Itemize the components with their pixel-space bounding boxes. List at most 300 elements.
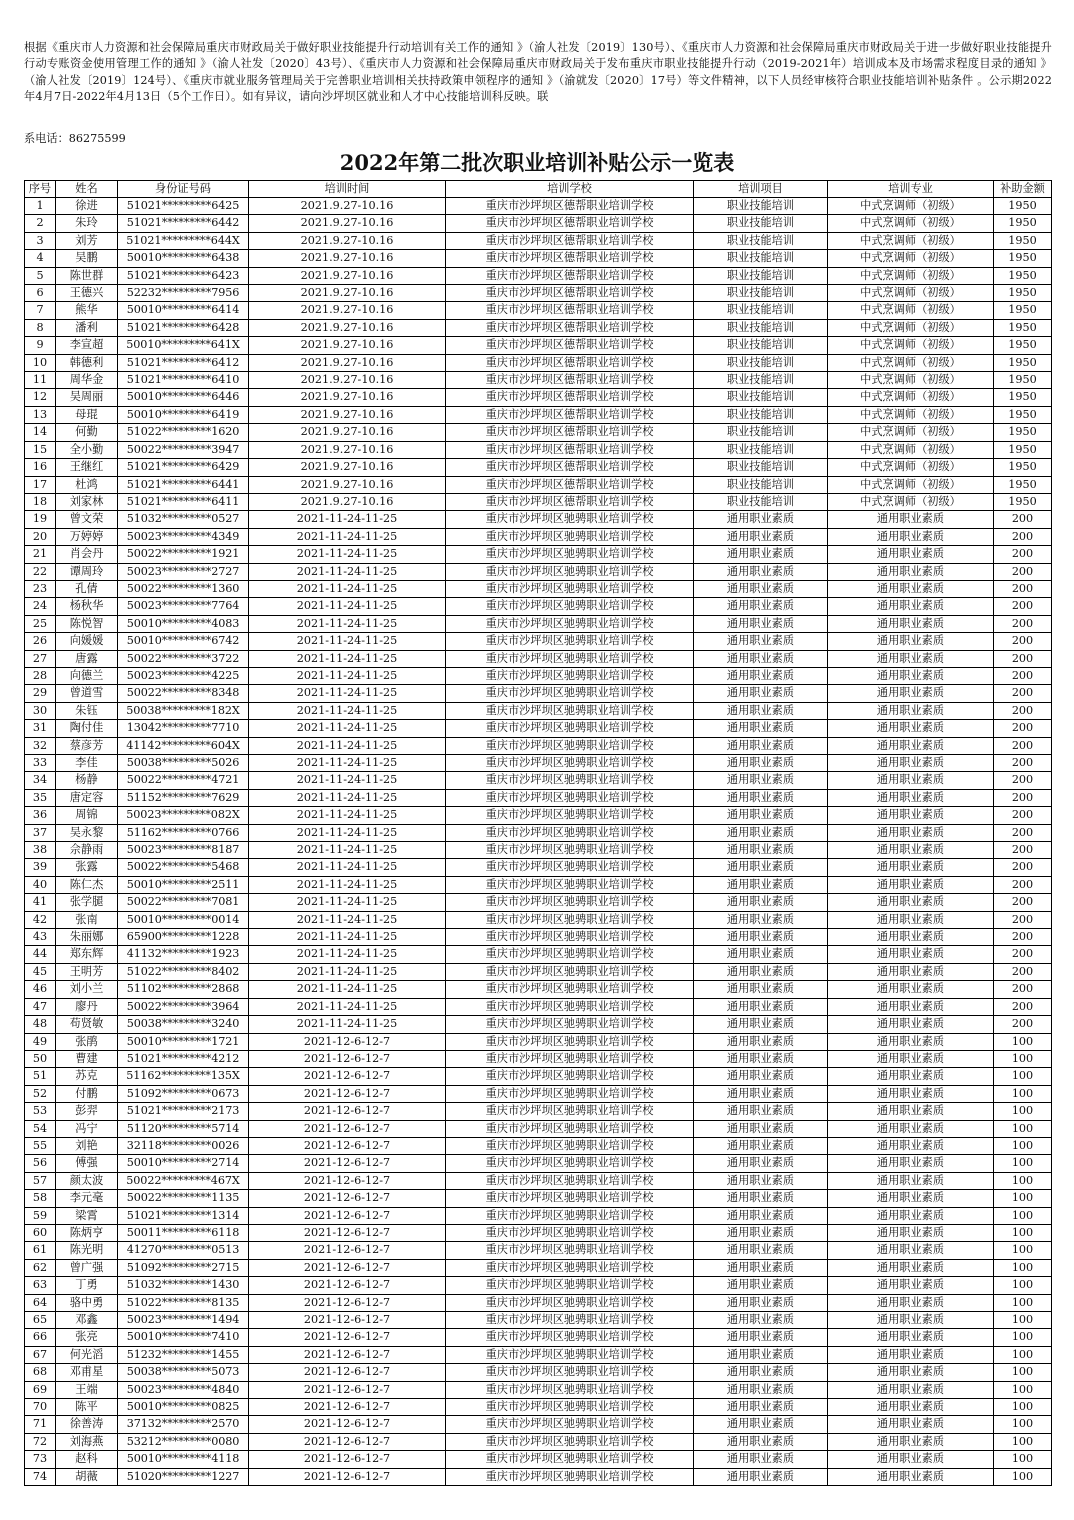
cell-name: 张鹃 xyxy=(56,1033,118,1050)
cell-training-school: 重庆市沙坪坝区驰骋职业培训学校 xyxy=(446,929,694,946)
cell-index: 3 xyxy=(25,232,56,249)
cell-index: 21 xyxy=(25,546,56,563)
cell-subsidy-amount: 100 xyxy=(994,1033,1052,1050)
cell-training-program: 职业技能培训 xyxy=(694,441,828,458)
cell-training-program: 通用职业素质 xyxy=(694,1364,828,1381)
cell-training-program: 通用职业素质 xyxy=(694,1294,828,1311)
header-training-program: 培训项目 xyxy=(694,181,828,198)
cell-id-number: 50010*********6742 xyxy=(118,633,249,650)
cell-id-number: 50022*********1135 xyxy=(118,1190,249,1207)
cell-subsidy-amount: 1950 xyxy=(994,198,1052,215)
cell-name: 蔡彦芳 xyxy=(56,737,118,754)
cell-training-specialty: 中式烹调师（初级） xyxy=(828,406,994,423)
cell-name: 郑东辉 xyxy=(56,946,118,963)
cell-training-specialty: 通用职业素质 xyxy=(828,946,994,963)
cell-training-program: 职业技能培训 xyxy=(694,476,828,493)
table-row xyxy=(25,250,1052,267)
cell-id-number: 41142*********604X xyxy=(118,737,249,754)
cell-id-number: 51021*********6441 xyxy=(118,476,249,493)
cell-id-number: 50023*********4349 xyxy=(118,528,249,545)
table-row xyxy=(25,981,1052,998)
cell-id-number: 50023*********082X xyxy=(118,807,249,824)
cell-training-school: 重庆市沙坪坝区驰骋职业培训学校 xyxy=(446,1294,694,1311)
cell-name: 王端 xyxy=(56,1381,118,1398)
cell-name: 陶付佳 xyxy=(56,720,118,737)
cell-subsidy-amount: 200 xyxy=(994,528,1052,545)
table-row xyxy=(25,232,1052,249)
cell-name: 万婷婷 xyxy=(56,528,118,545)
table-row xyxy=(25,1224,1052,1241)
cell-training-specialty: 通用职业素质 xyxy=(828,1172,994,1189)
table-row xyxy=(25,894,1052,911)
table-row xyxy=(25,842,1052,859)
cell-name: 佘静雨 xyxy=(56,842,118,859)
cell-training-specialty: 通用职业素质 xyxy=(828,1155,994,1172)
cell-training-school: 重庆市沙坪坝区驰骋职业培训学校 xyxy=(446,528,694,545)
table-row xyxy=(25,215,1052,232)
cell-training-period: 2021-11-24-11-25 xyxy=(249,894,446,911)
cell-training-specialty: 通用职业素质 xyxy=(828,981,994,998)
cell-index: 71 xyxy=(25,1416,56,1433)
cell-training-period: 2021-11-24-11-25 xyxy=(249,580,446,597)
cell-name: 刘家林 xyxy=(56,493,118,510)
table-row xyxy=(25,615,1052,632)
cell-training-program: 通用职业素质 xyxy=(694,1050,828,1067)
cell-training-school: 重庆市沙坪坝区驰骋职业培训学校 xyxy=(446,1050,694,1067)
cell-index: 4 xyxy=(25,250,56,267)
table-row xyxy=(25,1399,1052,1416)
cell-name: 王继红 xyxy=(56,459,118,476)
cell-training-program: 职业技能培训 xyxy=(694,198,828,215)
cell-id-number: 50022*********3964 xyxy=(118,998,249,1015)
contact-line: 系电话：86275599 xyxy=(24,132,126,145)
cell-subsidy-amount: 200 xyxy=(994,546,1052,563)
cell-id-number: 41132*********1923 xyxy=(118,946,249,963)
cell-training-school: 重庆市沙坪坝区驰骋职业培训学校 xyxy=(446,824,694,841)
table-row xyxy=(25,929,1052,946)
cell-training-specialty: 通用职业素质 xyxy=(828,859,994,876)
cell-index: 20 xyxy=(25,528,56,545)
table-row xyxy=(25,1381,1052,1398)
cell-subsidy-amount: 200 xyxy=(994,859,1052,876)
table-row xyxy=(25,337,1052,354)
table-row xyxy=(25,476,1052,493)
cell-subsidy-amount: 1950 xyxy=(994,389,1052,406)
cell-index: 6 xyxy=(25,285,56,302)
cell-id-number: 50023*********4225 xyxy=(118,667,249,684)
cell-subsidy-amount: 100 xyxy=(994,1277,1052,1294)
cell-training-school: 重庆市沙坪坝区驰骋职业培训学校 xyxy=(446,1346,694,1363)
cell-subsidy-amount: 200 xyxy=(994,667,1052,684)
cell-id-number: 51021*********6410 xyxy=(118,372,249,389)
cell-id-number: 51021*********1314 xyxy=(118,1207,249,1224)
cell-training-school: 重庆市沙坪坝区德帮职业培训学校 xyxy=(446,354,694,371)
cell-training-specialty: 通用职业素质 xyxy=(828,963,994,980)
cell-subsidy-amount: 1950 xyxy=(994,354,1052,371)
cell-training-program: 通用职业素质 xyxy=(694,1172,828,1189)
cell-subsidy-amount: 100 xyxy=(994,1294,1052,1311)
cell-index: 7 xyxy=(25,302,56,319)
table-row xyxy=(25,1207,1052,1224)
cell-name: 付鹏 xyxy=(56,1085,118,1102)
cell-training-program: 通用职业素质 xyxy=(694,946,828,963)
cell-subsidy-amount: 200 xyxy=(994,755,1052,772)
table-row xyxy=(25,998,1052,1015)
cell-subsidy-amount: 100 xyxy=(994,1346,1052,1363)
cell-training-school: 重庆市沙坪坝区驰骋职业培训学校 xyxy=(446,755,694,772)
cell-subsidy-amount: 100 xyxy=(994,1416,1052,1433)
cell-training-school: 重庆市沙坪坝区驰骋职业培训学校 xyxy=(446,1068,694,1085)
cell-id-number: 50023*********4840 xyxy=(118,1381,249,1398)
cell-training-school: 重庆市沙坪坝区德帮职业培训学校 xyxy=(446,337,694,354)
cell-subsidy-amount: 200 xyxy=(994,807,1052,824)
cell-training-period: 2021-12-6-12-7 xyxy=(249,1068,446,1085)
table-row xyxy=(25,424,1052,441)
cell-index: 8 xyxy=(25,319,56,336)
cell-name: 杨秋华 xyxy=(56,598,118,615)
cell-subsidy-amount: 100 xyxy=(994,1242,1052,1259)
cell-training-program: 通用职业素质 xyxy=(694,598,828,615)
cell-index: 48 xyxy=(25,1016,56,1033)
table-row xyxy=(25,1416,1052,1433)
cell-training-period: 2021-12-6-12-7 xyxy=(249,1190,446,1207)
cell-name: 曾广强 xyxy=(56,1259,118,1276)
cell-id-number: 51162*********135X xyxy=(118,1068,249,1085)
table-body xyxy=(25,198,1052,1486)
table-row xyxy=(25,667,1052,684)
cell-index: 44 xyxy=(25,946,56,963)
cell-index: 67 xyxy=(25,1346,56,1363)
cell-training-program: 职业技能培训 xyxy=(694,215,828,232)
cell-training-program: 通用职业素质 xyxy=(694,772,828,789)
cell-training-program: 职业技能培训 xyxy=(694,337,828,354)
cell-training-period: 2021.9.27-10.16 xyxy=(249,476,446,493)
cell-index: 53 xyxy=(25,1103,56,1120)
cell-training-program: 通用职业素质 xyxy=(694,580,828,597)
cell-index: 37 xyxy=(25,824,56,841)
cell-training-school: 重庆市沙坪坝区驰骋职业培训学校 xyxy=(446,1277,694,1294)
cell-index: 73 xyxy=(25,1451,56,1468)
cell-subsidy-amount: 200 xyxy=(994,615,1052,632)
cell-training-period: 2021-12-6-12-7 xyxy=(249,1224,446,1241)
cell-index: 22 xyxy=(25,563,56,580)
table-row xyxy=(25,441,1052,458)
cell-training-period: 2021.9.27-10.16 xyxy=(249,337,446,354)
cell-name: 丁勇 xyxy=(56,1277,118,1294)
cell-training-program: 通用职业素质 xyxy=(694,546,828,563)
cell-subsidy-amount: 1950 xyxy=(994,459,1052,476)
cell-subsidy-amount: 100 xyxy=(994,1224,1052,1241)
cell-subsidy-amount: 1950 xyxy=(994,441,1052,458)
cell-name: 刘芳 xyxy=(56,232,118,249)
cell-training-school: 重庆市沙坪坝区驰骋职业培训学校 xyxy=(446,981,694,998)
cell-name: 谭周玲 xyxy=(56,563,118,580)
cell-subsidy-amount: 100 xyxy=(994,1381,1052,1398)
cell-training-period: 2021-11-24-11-25 xyxy=(249,963,446,980)
cell-index: 9 xyxy=(25,337,56,354)
cell-name: 曾文荣 xyxy=(56,511,118,528)
cell-name: 张露 xyxy=(56,859,118,876)
cell-id-number: 50022*********5468 xyxy=(118,859,249,876)
cell-index: 24 xyxy=(25,598,56,615)
cell-subsidy-amount: 200 xyxy=(994,929,1052,946)
cell-training-program: 通用职业素质 xyxy=(694,1433,828,1450)
cell-training-program: 通用职业素质 xyxy=(694,1259,828,1276)
cell-name: 朱玲 xyxy=(56,215,118,232)
cell-training-program: 通用职业素质 xyxy=(694,755,828,772)
cell-index: 64 xyxy=(25,1294,56,1311)
cell-subsidy-amount: 200 xyxy=(994,685,1052,702)
cell-index: 63 xyxy=(25,1277,56,1294)
cell-training-period: 2021-11-24-11-25 xyxy=(249,929,446,946)
cell-id-number: 51021*********6429 xyxy=(118,459,249,476)
cell-training-program: 职业技能培训 xyxy=(694,389,828,406)
cell-training-program: 通用职业素质 xyxy=(694,859,828,876)
cell-training-specialty: 通用职业素质 xyxy=(828,1468,994,1485)
cell-id-number: 50010*********0825 xyxy=(118,1399,249,1416)
cell-id-number: 50023*********1494 xyxy=(118,1312,249,1329)
cell-subsidy-amount: 200 xyxy=(994,737,1052,754)
cell-name: 张学腿 xyxy=(56,894,118,911)
cell-training-specialty: 中式烹调师（初级） xyxy=(828,424,994,441)
cell-training-period: 2021.9.27-10.16 xyxy=(249,493,446,510)
cell-training-program: 通用职业素质 xyxy=(694,667,828,684)
cell-training-period: 2021-11-24-11-25 xyxy=(249,998,446,1015)
cell-subsidy-amount: 200 xyxy=(994,981,1052,998)
table-row xyxy=(25,406,1052,423)
cell-subsidy-amount: 200 xyxy=(994,650,1052,667)
table-row xyxy=(25,1242,1052,1259)
cell-training-program: 通用职业素质 xyxy=(694,511,828,528)
cell-training-school: 重庆市沙坪坝区德帮职业培训学校 xyxy=(446,372,694,389)
cell-training-period: 2021-11-24-11-25 xyxy=(249,528,446,545)
cell-name: 陈平 xyxy=(56,1399,118,1416)
cell-id-number: 50022*********8348 xyxy=(118,685,249,702)
cell-subsidy-amount: 100 xyxy=(994,1190,1052,1207)
table-row xyxy=(25,824,1052,841)
cell-index: 51 xyxy=(25,1068,56,1085)
cell-training-school: 重庆市沙坪坝区驰骋职业培训学校 xyxy=(446,842,694,859)
cell-index: 16 xyxy=(25,459,56,476)
cell-training-program: 职业技能培训 xyxy=(694,493,828,510)
cell-id-number: 50038*********3240 xyxy=(118,1016,249,1033)
cell-training-school: 重庆市沙坪坝区驰骋职业培训学校 xyxy=(446,685,694,702)
cell-id-number: 52232*********7956 xyxy=(118,285,249,302)
cell-training-school: 重庆市沙坪坝区驰骋职业培训学校 xyxy=(446,737,694,754)
cell-training-specialty: 通用职业素质 xyxy=(828,1033,994,1050)
cell-training-specialty: 中式烹调师（初级） xyxy=(828,285,994,302)
cell-id-number: 51021*********6423 xyxy=(118,267,249,284)
cell-subsidy-amount: 200 xyxy=(994,946,1052,963)
cell-training-specialty: 中式烹调师（初级） xyxy=(828,302,994,319)
cell-training-specialty: 中式烹调师（初级） xyxy=(828,476,994,493)
cell-subsidy-amount: 1950 xyxy=(994,319,1052,336)
cell-subsidy-amount: 200 xyxy=(994,633,1052,650)
cell-id-number: 50023*********2727 xyxy=(118,563,249,580)
cell-training-specialty: 中式烹调师（初级） xyxy=(828,319,994,336)
intro-text: 根据《重庆市人力资源和社会保障局重庆市财政局关于做好职业技能提升行动培训有关工作的通知 》（渝人社发〔2019〕130号）、《重庆市人力资源和社会保障局重庆市财政局关于进一步做好职业技能提升行动专账资金使用管理工作的通知 》（渝人社发〔2020〕43号）、《重庆市人力资源和社会保障局重庆市财政局关于发布重庆市职业技能提升行动（2019-2021年）培训成本及市场需求程度目录的通知 》（渝人社发〔2019〕124号）、《重庆市就业服务管理局关于完善职业培训相关扶持政策申领程序的通知 》（渝就发〔2020〕17号）等文件精神，以下人员经审核符合职业技能培训补贴条件 。公示期2022年4月7日-2022年4月13日（5个工作日）。如有异议，请向沙坪坝区就业和人才中心技能培训科反映。联 xyxy=(24,41,1052,104)
cell-training-program: 通用职业素质 xyxy=(694,1190,828,1207)
cell-training-period: 2021-11-24-11-25 xyxy=(249,685,446,702)
table-row xyxy=(25,685,1052,702)
cell-training-period: 2021-11-24-11-25 xyxy=(249,633,446,650)
cell-index: 47 xyxy=(25,998,56,1015)
cell-name: 彭羿 xyxy=(56,1103,118,1120)
cell-training-school: 重庆市沙坪坝区驰骋职业培训学校 xyxy=(446,633,694,650)
subsidy-table xyxy=(24,180,1052,1486)
table-row xyxy=(25,1155,1052,1172)
cell-id-number: 50010*********641X xyxy=(118,337,249,354)
cell-id-number: 50022*********1921 xyxy=(118,546,249,563)
cell-name: 李佳 xyxy=(56,755,118,772)
cell-training-period: 2021.9.27-10.16 xyxy=(249,198,446,215)
table-row xyxy=(25,459,1052,476)
cell-training-period: 2021-11-24-11-25 xyxy=(249,876,446,893)
cell-training-specialty: 通用职业素质 xyxy=(828,1085,994,1102)
cell-training-program: 通用职业素质 xyxy=(694,842,828,859)
cell-subsidy-amount: 200 xyxy=(994,772,1052,789)
table-row xyxy=(25,1190,1052,1207)
cell-subsidy-amount: 200 xyxy=(994,842,1052,859)
cell-index: 43 xyxy=(25,929,56,946)
cell-index: 29 xyxy=(25,685,56,702)
cell-training-program: 职业技能培训 xyxy=(694,424,828,441)
cell-training-program: 职业技能培训 xyxy=(694,302,828,319)
header-index: 序号 xyxy=(25,181,56,198)
table-row xyxy=(25,1312,1052,1329)
cell-training-school: 重庆市沙坪坝区德帮职业培训学校 xyxy=(446,406,694,423)
table-row xyxy=(25,1468,1052,1485)
cell-training-specialty: 通用职业素质 xyxy=(828,528,994,545)
cell-training-specialty: 通用职业素质 xyxy=(828,1050,994,1067)
cell-training-school: 重庆市沙坪坝区驰骋职业培训学校 xyxy=(446,1172,694,1189)
cell-training-specialty: 通用职业素质 xyxy=(828,633,994,650)
cell-index: 26 xyxy=(25,633,56,650)
cell-id-number: 51120*********5714 xyxy=(118,1120,249,1137)
table-row xyxy=(25,285,1052,302)
cell-training-period: 2021.9.27-10.16 xyxy=(249,389,446,406)
cell-subsidy-amount: 200 xyxy=(994,563,1052,580)
cell-subsidy-amount: 200 xyxy=(994,911,1052,928)
cell-training-period: 2021-11-24-11-25 xyxy=(249,650,446,667)
cell-training-school: 重庆市沙坪坝区驰骋职业培训学校 xyxy=(446,1207,694,1224)
cell-training-specialty: 中式烹调师（初级） xyxy=(828,389,994,406)
cell-training-school: 重庆市沙坪坝区德帮职业培训学校 xyxy=(446,441,694,458)
table-row xyxy=(25,546,1052,563)
cell-index: 60 xyxy=(25,1224,56,1241)
cell-training-specialty: 通用职业素质 xyxy=(828,998,994,1015)
cell-index: 59 xyxy=(25,1207,56,1224)
cell-name: 苟贤敏 xyxy=(56,1016,118,1033)
cell-training-program: 通用职业素质 xyxy=(694,1155,828,1172)
cell-name: 刘海燕 xyxy=(56,1433,118,1450)
cell-index: 70 xyxy=(25,1399,56,1416)
cell-training-program: 通用职业素质 xyxy=(694,685,828,702)
cell-training-period: 2021-11-24-11-25 xyxy=(249,1016,446,1033)
cell-training-school: 重庆市沙坪坝区驰骋职业培训学校 xyxy=(446,546,694,563)
cell-index: 42 xyxy=(25,911,56,928)
cell-name: 邓甫星 xyxy=(56,1364,118,1381)
cell-id-number: 51022*********8135 xyxy=(118,1294,249,1311)
cell-training-school: 重庆市沙坪坝区德帮职业培训学校 xyxy=(446,232,694,249)
cell-training-program: 通用职业素质 xyxy=(694,998,828,1015)
cell-index: 32 xyxy=(25,737,56,754)
cell-training-specialty: 通用职业素质 xyxy=(828,598,994,615)
cell-subsidy-amount: 1950 xyxy=(994,476,1052,493)
cell-training-program: 通用职业素质 xyxy=(694,911,828,928)
cell-training-period: 2021-11-24-11-25 xyxy=(249,946,446,963)
table-row xyxy=(25,1085,1052,1102)
cell-training-specialty: 通用职业素质 xyxy=(828,1137,994,1154)
cell-training-period: 2021-12-6-12-7 xyxy=(249,1312,446,1329)
cell-index: 58 xyxy=(25,1190,56,1207)
cell-training-school: 重庆市沙坪坝区驰骋职业培训学校 xyxy=(446,1259,694,1276)
cell-training-period: 2021-12-6-12-7 xyxy=(249,1399,446,1416)
cell-index: 54 xyxy=(25,1120,56,1137)
cell-training-program: 通用职业素质 xyxy=(694,737,828,754)
cell-training-period: 2021-12-6-12-7 xyxy=(249,1381,446,1398)
cell-index: 52 xyxy=(25,1085,56,1102)
cell-training-period: 2021-11-24-11-25 xyxy=(249,546,446,563)
table-row xyxy=(25,772,1052,789)
cell-training-school: 重庆市沙坪坝区驰骋职业培训学校 xyxy=(446,1399,694,1416)
cell-name: 冯宁 xyxy=(56,1120,118,1137)
cell-training-school: 重庆市沙坪坝区德帮职业培训学校 xyxy=(446,319,694,336)
cell-subsidy-amount: 200 xyxy=(994,998,1052,1015)
cell-index: 50 xyxy=(25,1050,56,1067)
cell-training-program: 通用职业素质 xyxy=(694,1103,828,1120)
table-row xyxy=(25,389,1052,406)
cell-training-school: 重庆市沙坪坝区驰骋职业培训学校 xyxy=(446,859,694,876)
cell-id-number: 51092*********0673 xyxy=(118,1085,249,1102)
cell-training-period: 2021-12-6-12-7 xyxy=(249,1033,446,1050)
cell-subsidy-amount: 100 xyxy=(994,1172,1052,1189)
cell-training-school: 重庆市沙坪坝区驰骋职业培训学校 xyxy=(446,998,694,1015)
cell-training-program: 通用职业素质 xyxy=(694,650,828,667)
cell-training-period: 2021-11-24-11-25 xyxy=(249,772,446,789)
cell-training-specialty: 通用职业素质 xyxy=(828,563,994,580)
cell-id-number: 50010*********6419 xyxy=(118,406,249,423)
table-header-row xyxy=(25,181,1052,198)
cell-training-specialty: 中式烹调师（初级） xyxy=(828,267,994,284)
intro-paragraph xyxy=(24,40,1052,106)
cell-subsidy-amount: 100 xyxy=(994,1399,1052,1416)
cell-id-number: 50010*********6446 xyxy=(118,389,249,406)
header-id-number: 身份证号码 xyxy=(118,181,249,198)
cell-training-program: 通用职业素质 xyxy=(694,981,828,998)
cell-training-school: 重庆市沙坪坝区德帮职业培训学校 xyxy=(446,215,694,232)
cell-subsidy-amount: 100 xyxy=(994,1155,1052,1172)
cell-index: 57 xyxy=(25,1172,56,1189)
cell-name: 熊华 xyxy=(56,302,118,319)
cell-training-program: 通用职业素质 xyxy=(694,1346,828,1363)
cell-index: 35 xyxy=(25,789,56,806)
table-row xyxy=(25,1033,1052,1050)
cell-id-number: 50022*********3947 xyxy=(118,441,249,458)
cell-training-specialty: 通用职业素质 xyxy=(828,1433,994,1450)
cell-training-school: 重庆市沙坪坝区驰骋职业培训学校 xyxy=(446,598,694,615)
cell-subsidy-amount: 100 xyxy=(994,1120,1052,1137)
table-row xyxy=(25,1068,1052,1085)
cell-subsidy-amount: 1950 xyxy=(994,215,1052,232)
cell-training-period: 2021.9.27-10.16 xyxy=(249,459,446,476)
cell-index: 65 xyxy=(25,1312,56,1329)
cell-id-number: 51162*********0766 xyxy=(118,824,249,841)
cell-id-number: 50022*********1360 xyxy=(118,580,249,597)
cell-training-program: 职业技能培训 xyxy=(694,354,828,371)
cell-index: 68 xyxy=(25,1364,56,1381)
cell-index: 40 xyxy=(25,876,56,893)
